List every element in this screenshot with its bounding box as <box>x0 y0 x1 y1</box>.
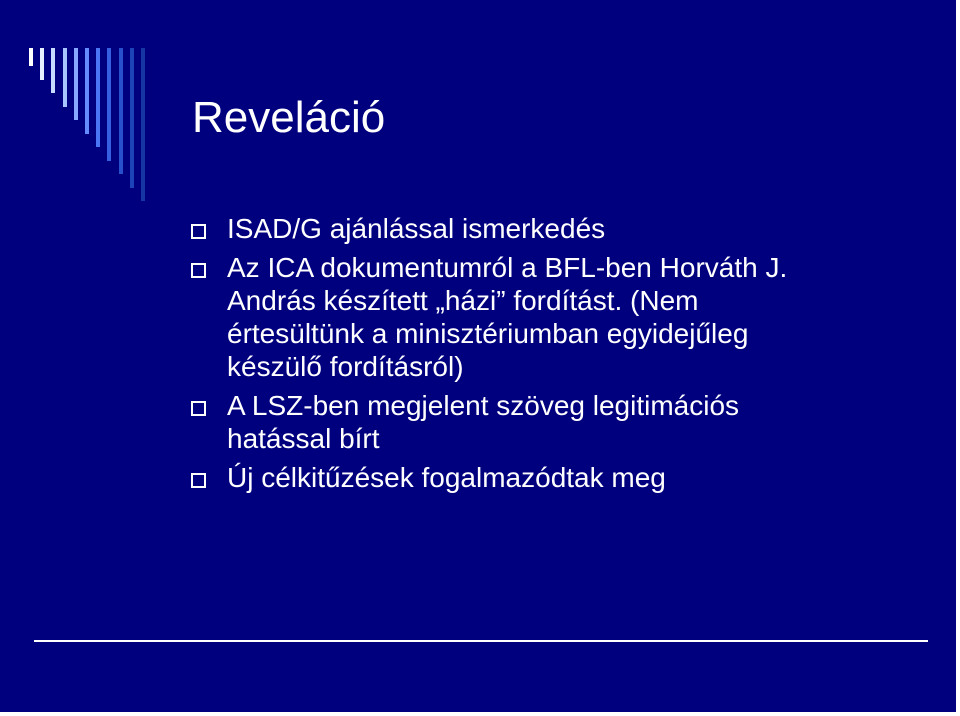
decorative-stripe <box>40 48 44 80</box>
hollow-square-bullet-icon <box>191 473 206 488</box>
decorative-stripe <box>74 48 78 120</box>
bullet-text: Új célkitűzések fogalmazódtak meg <box>227 462 666 493</box>
decorative-stripe <box>141 48 145 201</box>
decorative-stripe <box>96 48 100 147</box>
decorative-stripe <box>107 48 111 161</box>
hollow-square-bullet-icon <box>191 401 206 416</box>
bullet-item <box>190 212 830 245</box>
footer-rule <box>34 640 928 642</box>
bullet-list <box>190 212 830 500</box>
bullet-text: Az ICA dokumentumról a BFL-ben Horváth J. András készített „házi” fordítást. (Nem értesültünk a minisztériumban egyidejűleg készülő fordításról) <box>227 252 788 382</box>
decorative-stripe <box>63 48 67 107</box>
decorative-stripes <box>0 0 200 200</box>
hollow-square-bullet-icon <box>191 224 206 239</box>
slide-title: Reveláció <box>192 93 386 142</box>
decorative-stripe <box>29 48 33 66</box>
decorative-stripe <box>85 48 89 134</box>
decorative-stripe <box>119 48 123 174</box>
bullet-text: A LSZ-ben megjelent szöveg legitimációs hatással bírt <box>227 390 740 454</box>
decorative-stripe <box>130 48 134 188</box>
bullet-text: ISAD/G ajánlással ismerkedés <box>227 213 606 244</box>
bullet-item <box>190 461 830 494</box>
bullet-item <box>190 251 830 383</box>
hollow-square-bullet-icon <box>191 263 206 278</box>
decorative-stripe <box>51 48 55 93</box>
bullet-item <box>190 389 830 455</box>
